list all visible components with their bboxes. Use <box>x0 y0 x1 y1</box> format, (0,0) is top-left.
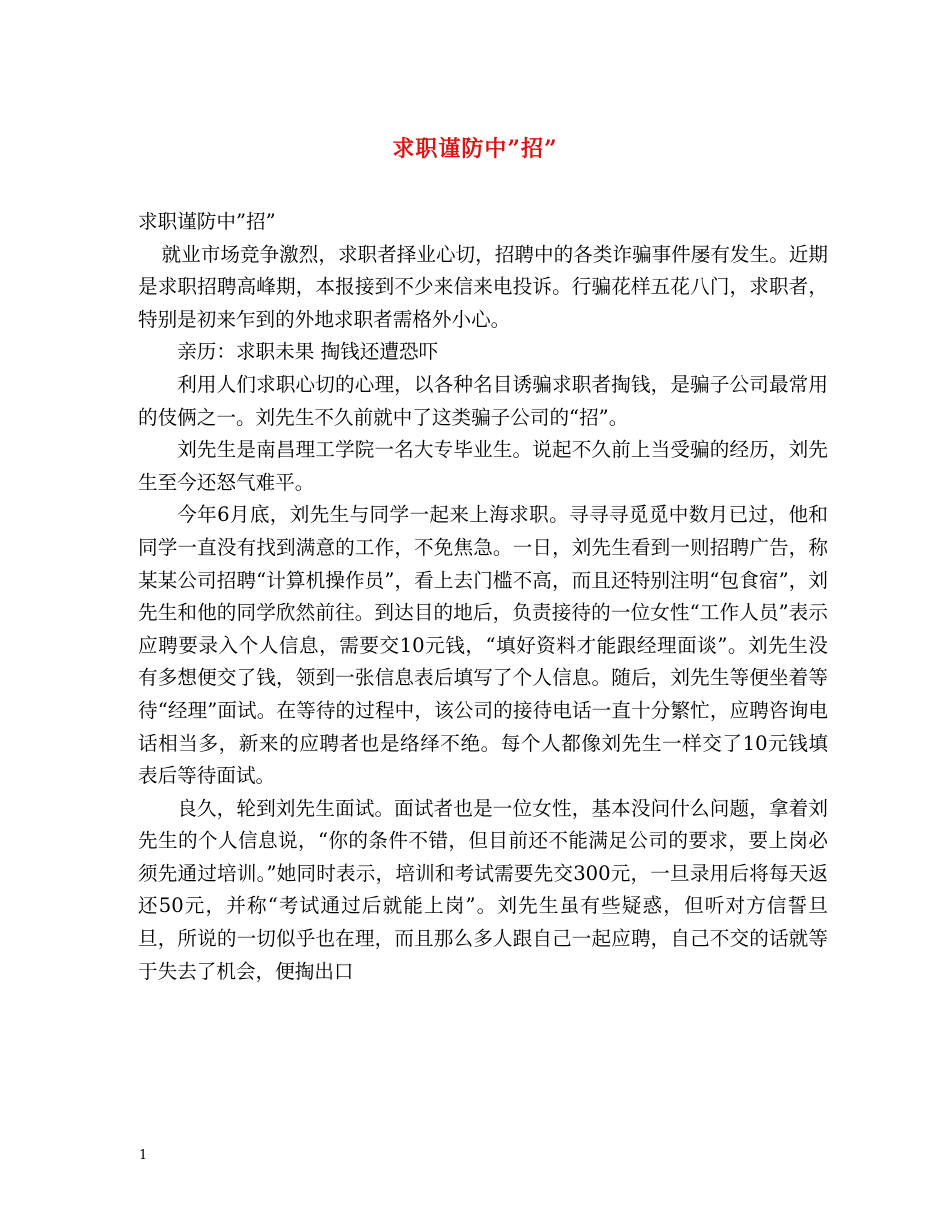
section-heading: 亲历：求职未果 掏钱还遭恐吓 <box>177 340 439 364</box>
intro-paragraph: 就业市场竞争激烈，求职者择业心切，招聘中的各类诈骗事件屡有发生。近期是求职招聘高峰期，本报接到不少来信来电投诉。行骗花样五花八门，求职者，特别是初来乍到的外地求职者需格外小心。 <box>138 242 828 331</box>
paragraph: 良久，轮到刘先生面试。面试者也是一位女性，基本没问什么问题，拿着刘先生的个人信息说，“你的条件不错，但目前还不能满足公司的要求，要上岗必须先通过培训。”她同时表示，培训和考试需要先交300元，一旦录用后将每天返还50元，并称“考试通过后就能上岗”。刘先生虽有些疑惑，但听对方信誓旦旦，所说的一切似乎也在理，而且那么多人跟自己一起应聘，自己不交的话就等于失去了机会，便掏出口 <box>138 796 828 983</box>
page-number: 1 <box>139 1148 148 1163</box>
document-title: 求职谨防中”招” <box>392 136 558 162</box>
document-body <box>138 206 828 988</box>
paragraph: 利用人们求职心切的心理，以各种名目诱骗求职者掏钱，是骗子公司最常用的伎俩之一。刘先生不久前就中了这类骗子公司的“招”。 <box>138 372 828 429</box>
paragraph: 今年6月底，刘先生与同学一起来上海求职。寻寻寻觅觅中数月已过，他和同学一直没有找到满意的工作，不免焦急。一日，刘先生看到一则招聘广告，称某某公司招聘“计算机操作员”，看上去门槛不高，而且还特别注明“包食宿”，刘先生和他的同学欣然前往。到达目的地后，负责接待的一位女性“工作人员”表示应聘要录入个人信息，需要交10元钱，“填好资料才能跟经理面谈”。刘先生没有多想便交了钱，领到一张信息表后填写了个人信息。随后，刘先生等便坐着等待“经理”面试。在等待的过程中，该公司的接待电话一直十分繁忙，应聘咨询电话相当多，新来的应聘者也是络绎不绝。每个人都像刘先生一样交了10元钱填表后等待面试。 <box>138 503 828 788</box>
body-heading: 求职谨防中”招” <box>138 210 276 233</box>
paragraph: 刘先生是南昌理工学院一名大专毕业生。说起不久前上当受骗的经历，刘先生至今还怒气难平。 <box>138 438 828 494</box>
